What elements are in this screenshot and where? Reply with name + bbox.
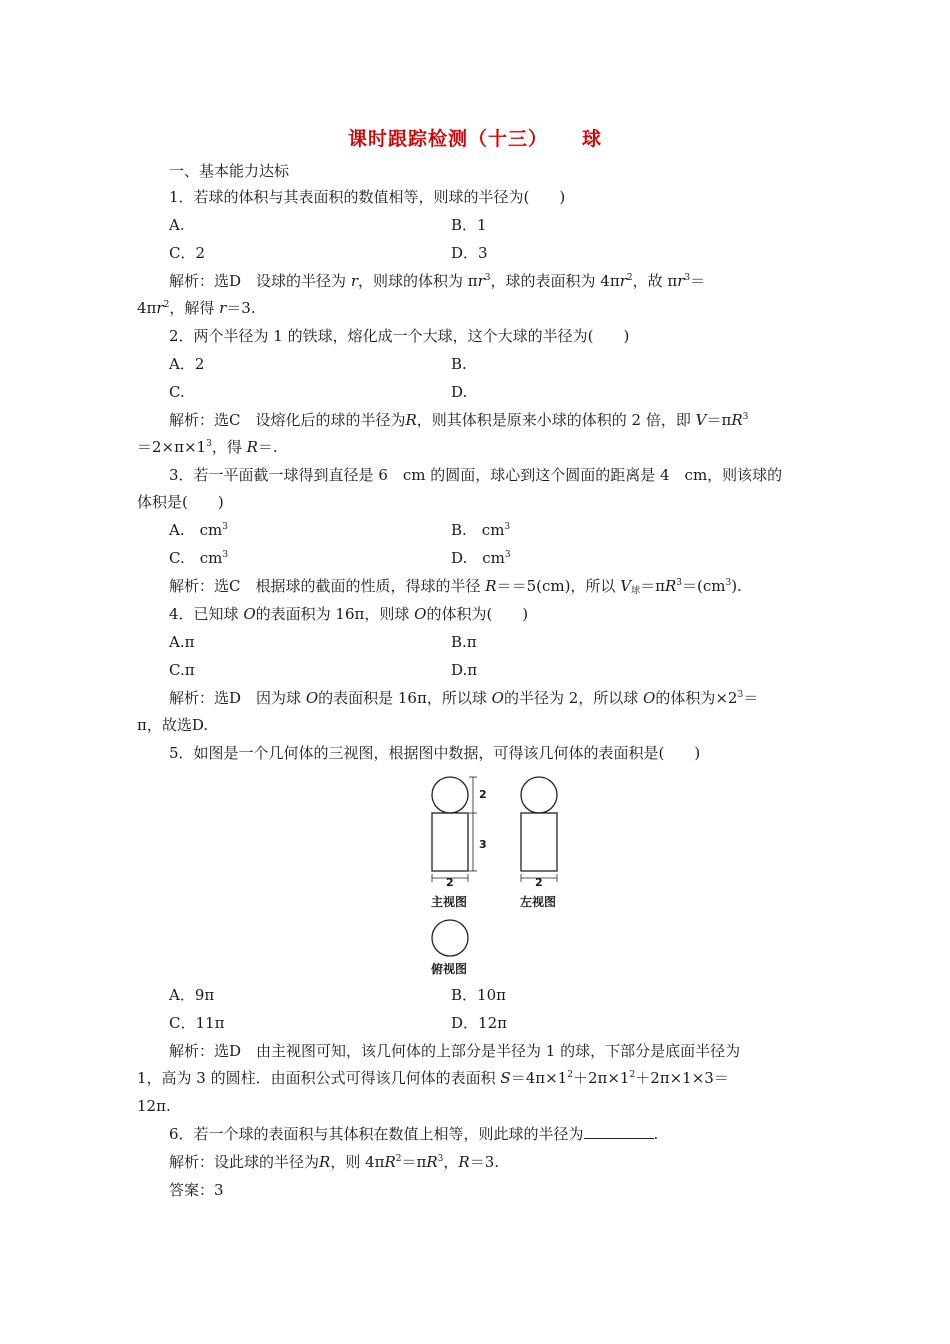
q6-answer: 答案：3: [169, 1181, 224, 1199]
q1-solution-cont: $4\pi r^2$，解得 r＝3.: [137, 299, 256, 317]
q2-solution: 解析：选C 设熔化后的球的半径为R，则其体积是原来小球的体积的 2 倍，即 $V=\pi R^3$: [169, 411, 749, 429]
q5-option-b: B．10π: [451, 986, 506, 1004]
q1-option-b: B．1: [451, 216, 487, 234]
q2-solution-cont: $=2\times\pi\times 1^3$，得 R＝.: [137, 438, 278, 456]
q2-option-d: D.: [451, 383, 468, 401]
side-view-cylinder: [521, 813, 557, 871]
q1-solution: 解析：选D 设球的半径为 r，则球的体积为 $\pi r^3$，球的表面积为 $4\pi r^2$，故 $\pi r^3=$: [169, 272, 706, 290]
q4-option-c: C.π: [169, 661, 195, 679]
section-heading: 一、基本能力达标: [169, 162, 290, 180]
page-title: 课时跟踪检测（十三） 球: [347, 128, 603, 150]
q4-option-d: D.π: [451, 661, 478, 679]
q3-stem: 3．若一平面截一球得到直径是 6 cm 的圆面，球心到这个圆面的距离是 4 cm，则该球的: [169, 466, 783, 484]
label-side-view: 左视图: [520, 895, 557, 909]
q6-stem: 6．若一个球的表面积与其体积在数值上相等，则此球的半径为 .: [169, 1125, 659, 1143]
q3-solution: 解析：选C 根据球的截面的性质，得球的半径 R＝＝5(cm)，所以 $V_球=\pi R^3=(cm^3)$.: [169, 577, 742, 596]
q3-option-d: D. $cm^3$: [451, 549, 511, 567]
q6-solution: 解析：设此球的半径为R，则 $4\pi R^2=\pi R^3$，R＝3.: [169, 1153, 500, 1171]
top-view-circle: [432, 920, 468, 956]
front-view-cylinder: [432, 813, 468, 871]
q5-solution: 解析：选D 由主视图可知，该几何体的上部分是半径为 1 的球，下部分是底面半径为: [169, 1042, 741, 1060]
q1-option-c: C．2: [169, 244, 206, 262]
dim-sphere-height: 2: [479, 788, 487, 801]
q2-option-c: C.: [169, 383, 185, 401]
q4-solution: 解析：选D 因为球 O的表面积是 16π，所以球 O的半径为 2，所以球 O的体积为$\times 2^3=$: [169, 689, 759, 707]
q4-stem: 4．已知球 O的表面积为 16π，则球 O的体积为( ): [169, 605, 529, 623]
q4-option-a: A.π: [169, 633, 195, 651]
q3-option-a: A. $cm^3$: [169, 521, 228, 539]
front-view-sphere: [432, 777, 468, 813]
label-top-view: 俯视图: [431, 962, 468, 976]
dim-cylinder-height: 3: [479, 838, 487, 851]
q5-solution-end: 12π.: [137, 1097, 171, 1115]
q1-stem: 1．若球的体积与其表面积的数值相等，则球的半径为( ): [169, 188, 566, 206]
q5-solution-cont: 1，高为 3 的圆柱．由面积公式可得该几何体的表面积 $S=4\pi\times 1^2+2\pi\times 1^2+2\pi\times 1\times 3=$: [137, 1069, 729, 1087]
q2-stem: 2．两个半径为 1 的铁球，熔化成一个大球，这个大球的半径为( ): [169, 327, 630, 345]
q5-option-a: A．9π: [169, 986, 215, 1004]
q3-option-b: B. $cm^3$: [451, 521, 511, 539]
label-front-view: 主视图: [431, 895, 468, 909]
dim-side-width: 2: [535, 876, 543, 889]
q4-solution-cont: π，故选D.: [137, 716, 209, 734]
q5-stem: 5．如图是一个几何体的三视图，根据图中数据，可得该几何体的表面积是( ): [169, 744, 701, 762]
q1-option-d: D．3: [451, 244, 488, 262]
q2-option-a: A．2: [169, 355, 205, 373]
q5-option-c: C．11π: [169, 1014, 225, 1032]
q4-option-b: B.π: [451, 633, 477, 651]
answer-blank: [584, 1124, 654, 1139]
q1-option-a: A.: [169, 216, 185, 234]
q3-option-c: C. $cm^3$: [169, 549, 229, 567]
side-view-sphere: [521, 777, 557, 813]
q3-stem-cont: 体积是( ): [137, 493, 224, 511]
dim-front-width: 2: [446, 876, 454, 889]
q5-option-d: D．12π: [451, 1014, 507, 1032]
q2-option-b: B.: [451, 355, 467, 373]
